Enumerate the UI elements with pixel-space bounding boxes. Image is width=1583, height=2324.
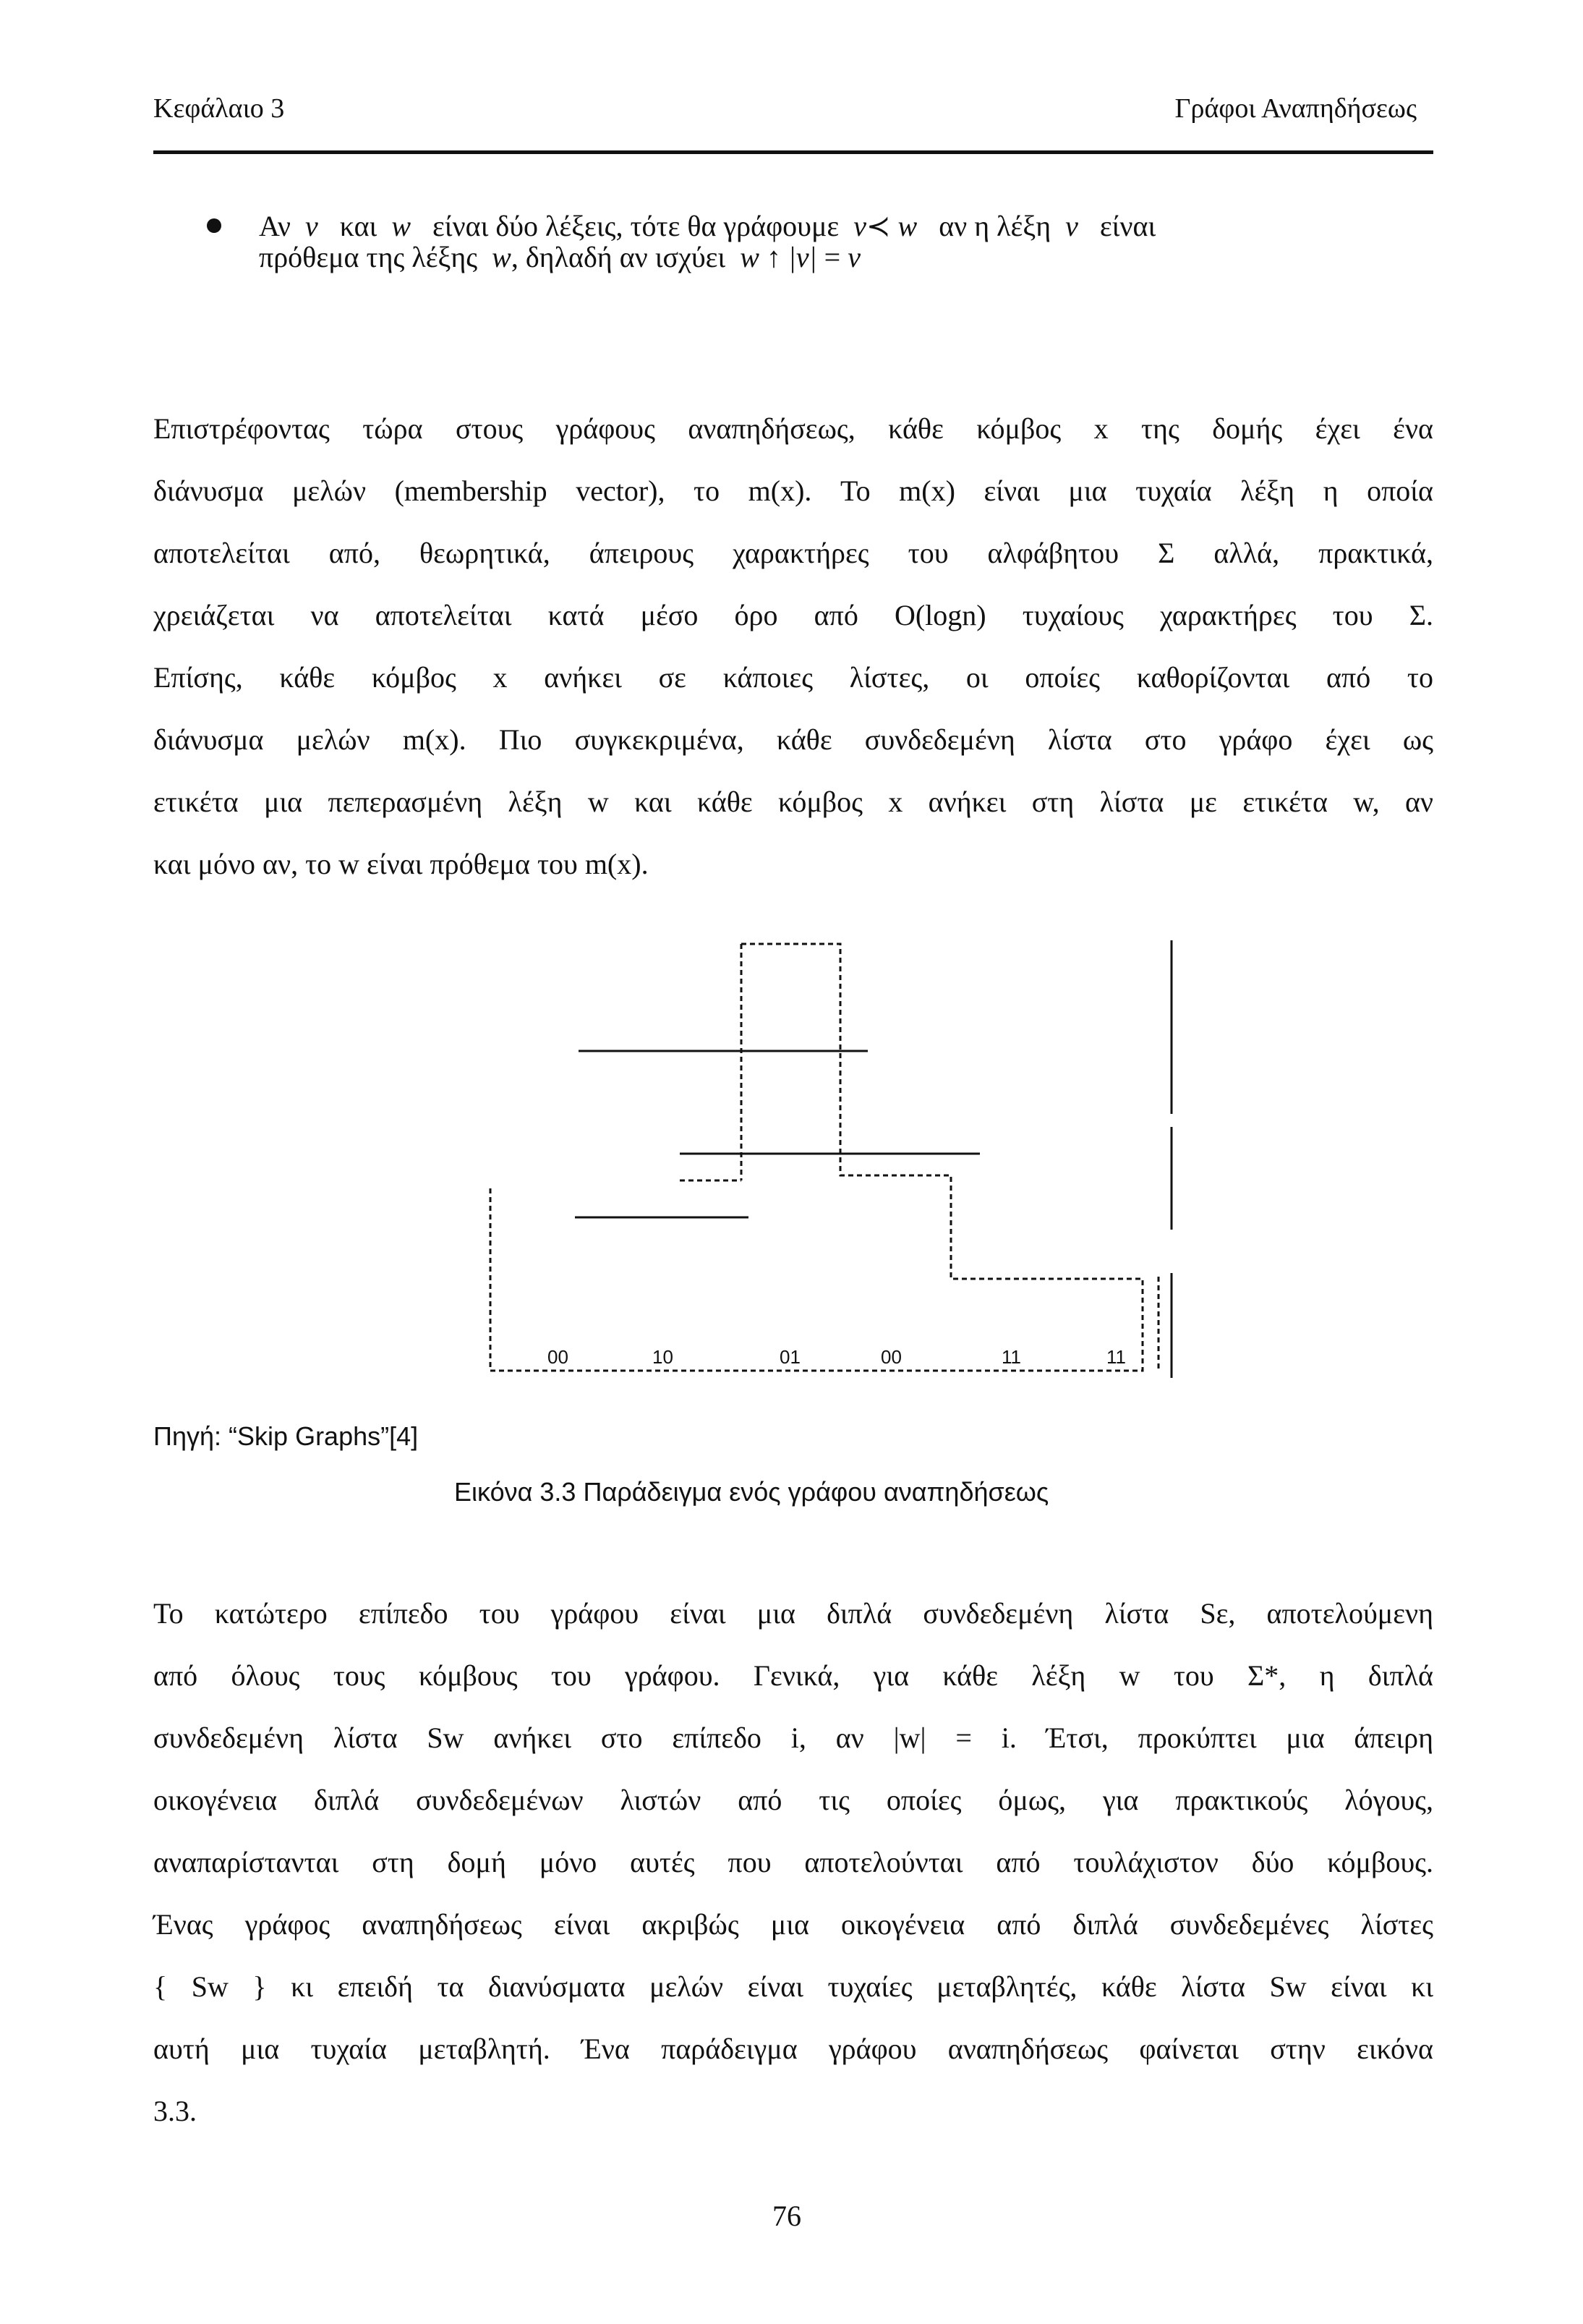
paragraph-1-line: Επίσης, κάθε κόμβος x ανήκει σε κάποιες λίστες, οι οποίες καθορίζονται από το — [153, 661, 1433, 694]
level-0-dashed-box — [490, 944, 1143, 1371]
node-label: 11 — [1106, 1346, 1126, 1368]
node-label: 00 — [881, 1346, 902, 1368]
paragraph-2 — [153, 1583, 1433, 2142]
paragraph-2-line: οικογένεια διπλά συνδεδεμένων λιστών από τις οποίες όμως, για πρακτικούς λόγους, — [153, 1784, 1433, 1816]
section-header: Γράφοι Αναπηδήσεως — [1174, 93, 1417, 124]
paragraph-1-line: ετικέτα μια πεπερασμένη λέξη w και κάθε κόμβος x ανήκει στη λίστα με ετικέτα w, αν — [153, 786, 1433, 818]
paragraph-2-line: από όλους τους κόμβους του γράφου. Γενικά, για κάθε λέξη w του Σ*, η διπλά — [153, 1659, 1433, 1692]
paragraph-1-line: διάνυσμα μελών m(x). Πιο συγκεκριμένα, κάθε συνδεδεμένη λίστα στο γράφο έχει ως — [153, 723, 1433, 756]
paragraph-2-line: αναπαρίστανται στη δομή μόνο αυτές που αποτελούνται από τουλάχιστον δύο κόμβους. — [153, 1846, 1433, 1878]
figure-caption: Εικόνα 3.3 Παράδειγμα ενός γράφου αναπηδήσεως — [454, 1477, 1049, 1507]
node-label: 10 — [652, 1346, 673, 1368]
paragraph-2-line: συνδεδεμένη λίστα Sw ανήκει στο επίπεδο i, αν |w| = i. Έτσι, προκύπτει μια άπειρη — [153, 1721, 1433, 1754]
paragraph-2-line: 3.3. — [153, 2095, 197, 2127]
chapter-header: Κεφάλαιο 3 — [153, 93, 285, 124]
paragraph-1-line: Επιστρέφοντας τώρα στους γράφους αναπηδήσεως, κάθε κόμβος x της δομής έχει ένα — [153, 412, 1433, 445]
figure-source: Πηγή: “Skip Graphs”[4] — [153, 1421, 419, 1451]
paragraph-1-line: και μόνο αν, το w είναι πρόθεμα του m(x). — [153, 848, 649, 880]
paragraph-2-line: Το κατώτερο επίπεδο του γράφου είναι μια διπλά συνδεδεμένη λίστα Sε, αποτελούμενη — [153, 1597, 1433, 1630]
node-label: 01 — [780, 1346, 801, 1368]
node-label: 00 — [547, 1346, 568, 1368]
paragraph-2-line: { Sw } κι επειδή τα διανύσματα μελών είναι τυχαίες μεταβλητές, κάθε λίστα Sw είναι κι — [153, 1970, 1433, 2003]
bullet-line-1: Αν v και w είναι δύο λέξεις, τότε θα γράφουμε v≺ w αν η λέξη v είναι — [259, 210, 1156, 242]
paragraph-2-line: Ένας γράφος αναπηδήσεως είναι ακριβώς μια οικογένεια από διπλά συνδεδεμένες λίστες — [153, 1908, 1433, 1941]
paragraph-1-line: χρειάζεται να αποτελείται κατά μέσο όρο από O(logn) τυχαίους χαρακτήρες του Σ. — [153, 599, 1433, 631]
paragraph-1-line: διάνυσμα μελών (membership vector), το m(x). Το m(x) είναι μια τυχαία λέξη η οποία — [153, 474, 1434, 507]
paragraph-2-line: αυτή μια τυχαία μεταβλητή. Ένα παράδειγμα γράφου αναπηδήσεως φαίνεται στην εικόνα — [153, 2033, 1433, 2065]
page-number: 76 — [772, 2200, 801, 2232]
paragraph-1-line: αποτελείται από, θεωρητικά, άπειρους χαρακτήρες του αλφάβητου Σ αλλά, πρακτικά, — [153, 537, 1433, 569]
node-label: 11 — [1002, 1346, 1021, 1368]
prefix-definition-line: πρόθεμα της λέξης w, δηλαδή αν ισχύει w ↑ |v| = v — [259, 241, 861, 273]
